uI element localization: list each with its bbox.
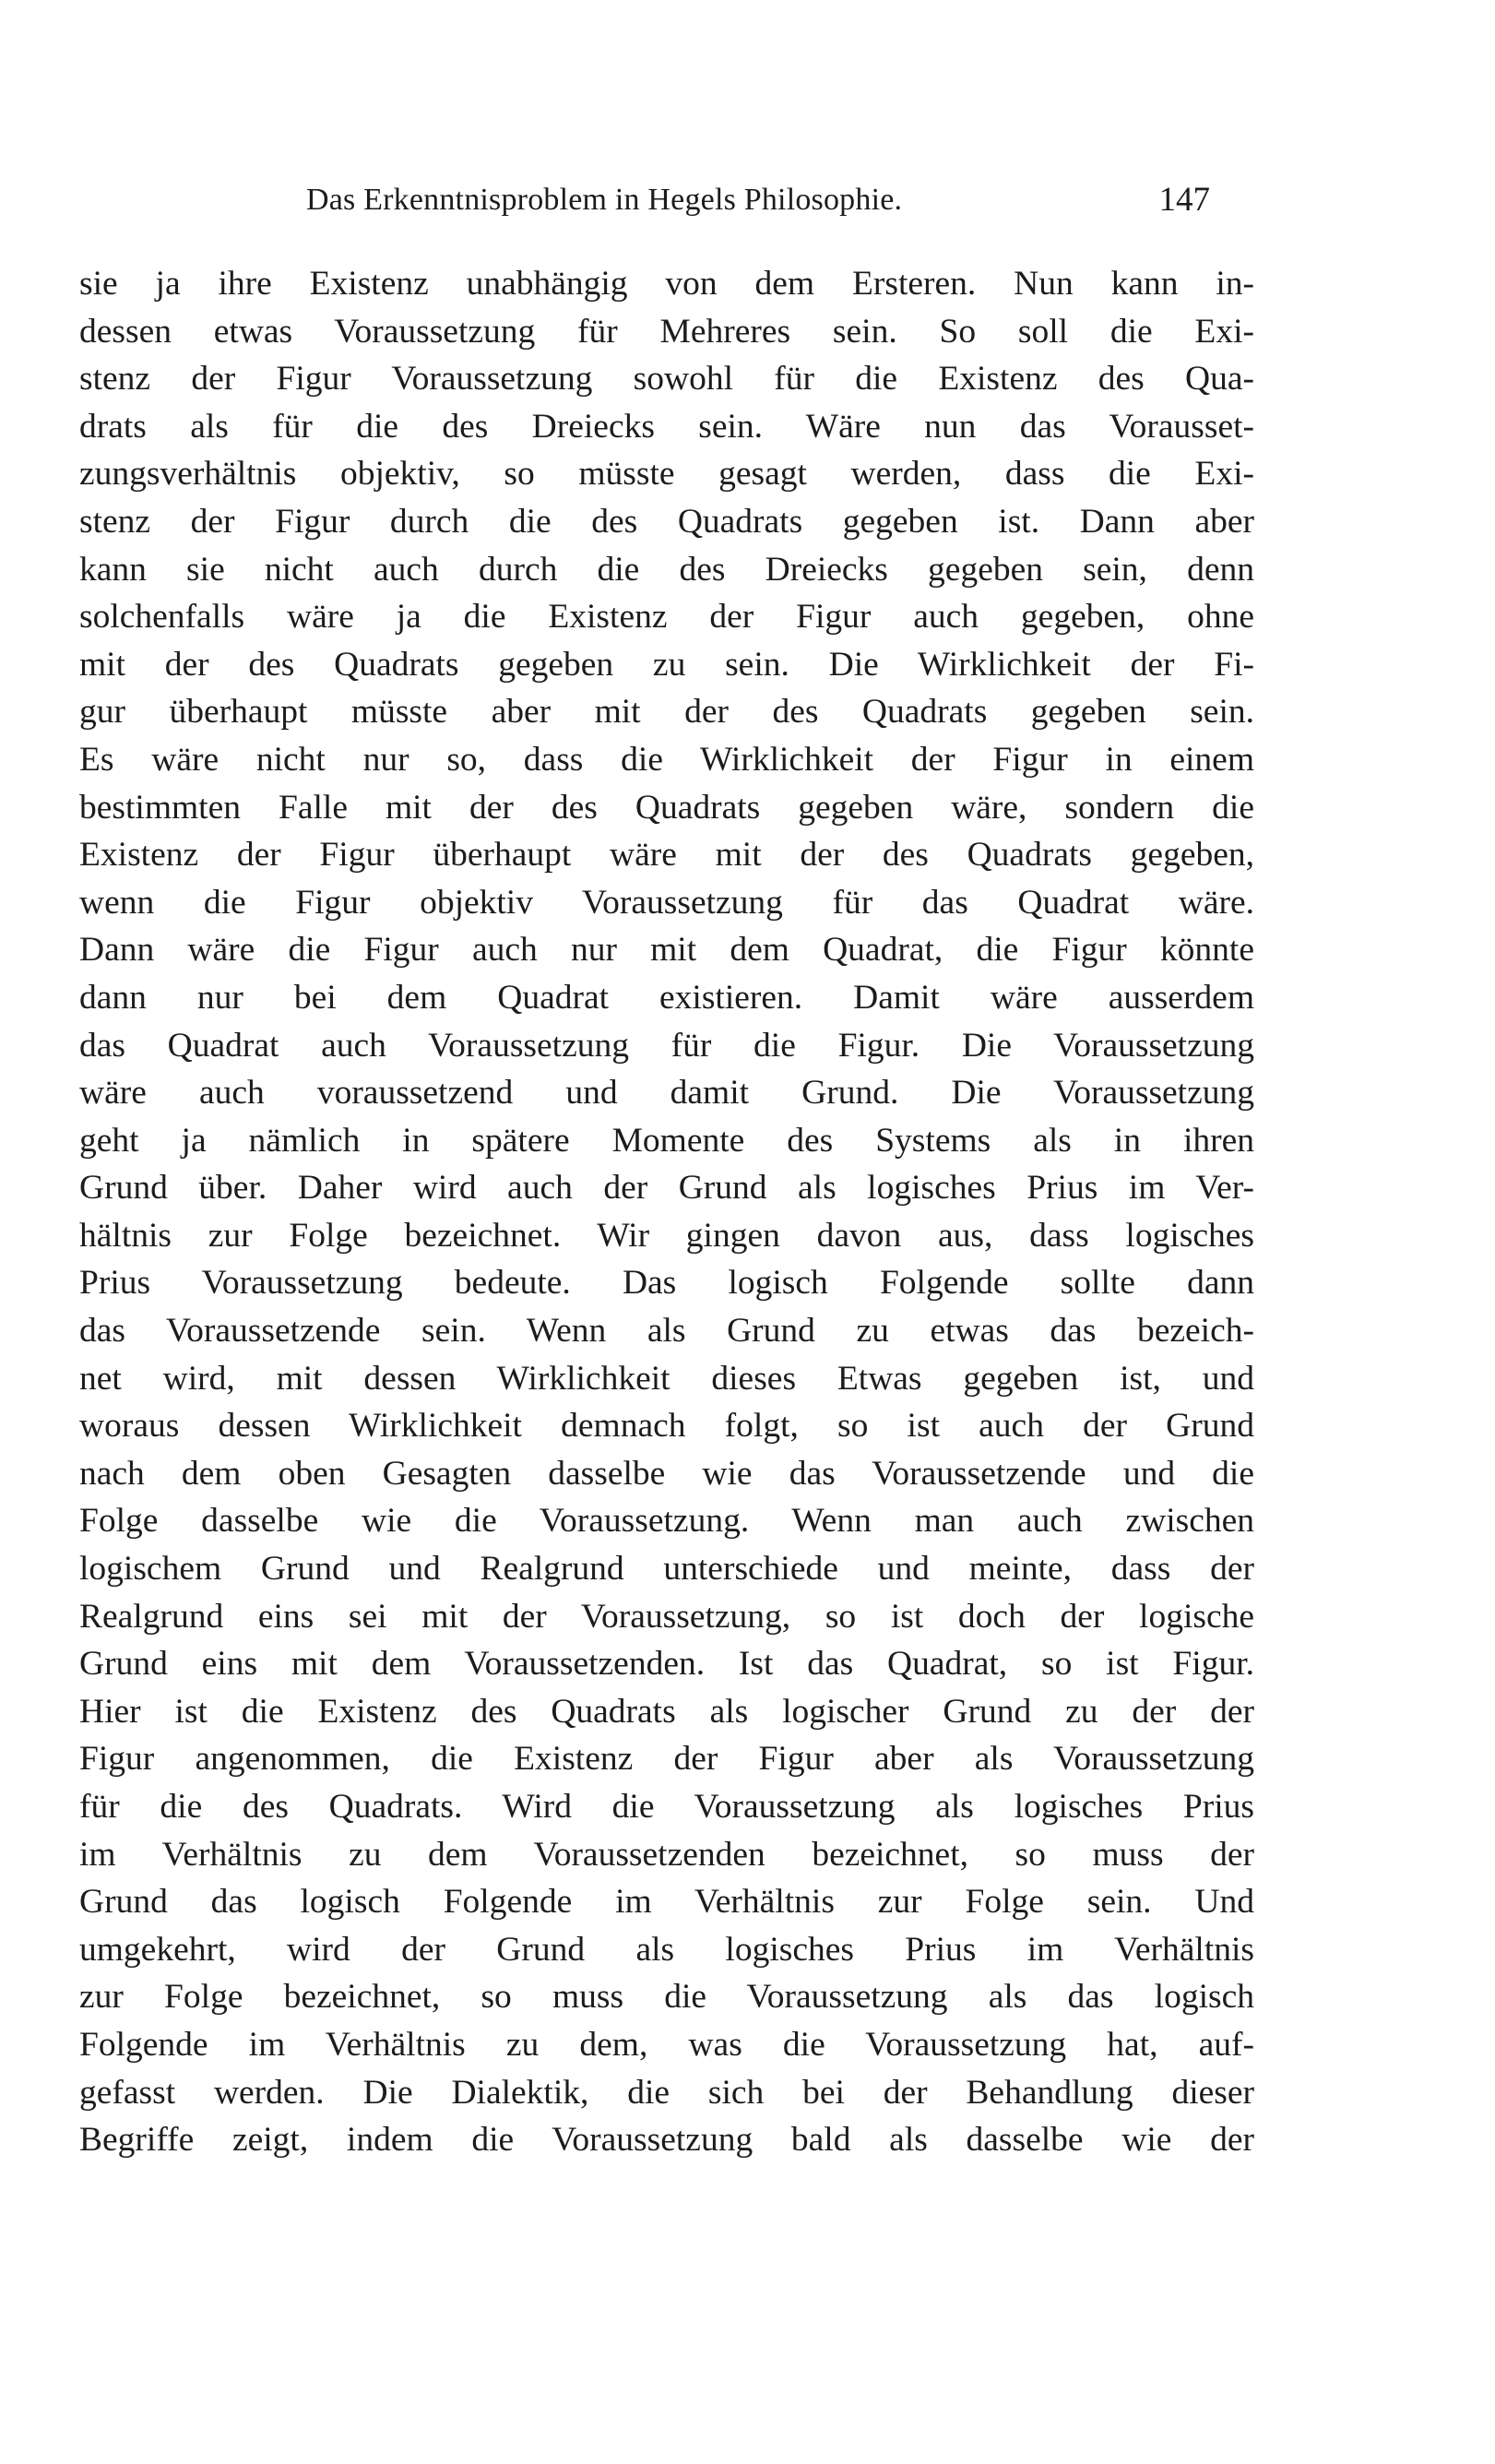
text-line: für die des Quadrats. Wird die Voraussetzung als logisches Prius — [79, 1788, 1254, 1826]
text-line: das Quadrat auch Voraussetzung für die Figur. Die Voraussetzung — [79, 1026, 1254, 1065]
text-line: wäre auch voraussetzend und damit Grund. Die Voraussetzung — [79, 1074, 1254, 1113]
text-line: geht ja nämlich in spätere Momente des Systems als in ihren — [79, 1121, 1254, 1160]
body-text — [79, 260, 1254, 2164]
text-line: drats als für die des Dreiecks sein. Wäre nun das Vorausset- — [79, 407, 1254, 446]
text-line: Grund das logisch Folgende im Verhältnis zur Folge sein. Und — [79, 1883, 1254, 1922]
text-line: Folgende im Verhältnis zu dem, was die Voraussetzung hat, auf- — [79, 2025, 1254, 2064]
text-line: Realgrund eins sei mit der Voraussetzung, so ist doch der logische — [79, 1597, 1254, 1636]
text-line: sie ja ihre Existenz unabhängig von dem Ersteren. Nun kann in- — [79, 265, 1254, 303]
text-line: stenz der Figur durch die des Quadrats gegeben ist. Dann aber — [79, 502, 1254, 541]
text-line: mit der des Quadrats gegeben zu sein. Die Wirklichkeit der Fi- — [79, 645, 1254, 684]
text-line: dann nur bei dem Quadrat existieren. Damit wäre ausserdem — [79, 978, 1254, 1017]
text-line: solchenfalls wäre ja die Existenz der Figur auch gegeben, ohne — [79, 598, 1254, 637]
text-line: hältnis zur Folge bezeichnet. Wir gingen davon aus, dass logisches — [79, 1216, 1254, 1255]
text-line: Begriffe zeigt, indem die Voraussetzung bald als dasselbe wie der — [79, 2121, 1254, 2160]
text-line: im Verhältnis zu dem Voraussetzenden bezeichnet, so muss der — [79, 1835, 1254, 1874]
text-line: logischem Grund und Realgrund unterschiede und meinte, dass der — [79, 1550, 1254, 1589]
text-line: woraus dessen Wirklichkeit demnach folgt, so ist auch der Grund — [79, 1407, 1254, 1446]
text-line: Figur angenommen, die Existenz der Figur aber als Voraussetzung — [79, 1740, 1254, 1779]
text-line: zur Folge bezeichnet, so muss die Voraussetzung als das logisch — [79, 1978, 1254, 2017]
text-line: gur überhaupt müsste aber mit der des Quadrats gegeben sein. — [79, 693, 1254, 732]
text-line: bestimmten Falle mit der des Quadrats gegeben wäre, sondern die — [79, 788, 1254, 827]
page-number: 147 — [1158, 181, 1210, 219]
text-line: das Voraussetzende sein. Wenn als Grund zu etwas das bezeich- — [79, 1312, 1254, 1351]
text-line: Es wäre nicht nur so, dass die Wirklichkeit der Figur in einem — [79, 740, 1254, 779]
text-line: nach dem oben Gesagten dasselbe wie das Voraussetzende und die — [79, 1454, 1254, 1493]
text-line: dessen etwas Voraussetzung für Mehreres sein. So soll die Exi- — [79, 312, 1254, 351]
text-line: zungsverhältnis objektiv, so müsste gesagt werden, dass die Exi- — [79, 455, 1254, 494]
running-title: Das Erkenntnisproblem in Hegels Philosophie. — [306, 183, 903, 217]
text-line: Prius Voraussetzung bedeute. Das logisch Folgende sollte dann — [79, 1264, 1254, 1303]
running-head — [306, 175, 1210, 225]
text-line: umgekehrt, wird der Grund als logisches Prius im Verhältnis — [79, 1930, 1254, 1969]
text-line: Grund eins mit dem Voraussetzenden. Ist das Quadrat, so ist Figur. — [79, 1645, 1254, 1684]
text-line: Grund über. Daher wird auch der Grund als logisches Prius im Ver- — [79, 1169, 1254, 1208]
text-line: gefasst werden. Die Dialektik, die sich bei der Behandlung dieser — [79, 2073, 1254, 2112]
text-line: net wird, mit dessen Wirklichkeit dieses Etwas gegeben ist, und — [79, 1359, 1254, 1398]
text-line: Folge dasselbe wie die Voraussetzung. Wenn man auch zwischen — [79, 1502, 1254, 1541]
text-line: kann sie nicht auch durch die des Dreiecks gegeben sein, denn — [79, 550, 1254, 589]
text-line: Dann wäre die Figur auch nur mit dem Quadrat, die Figur könnte — [79, 931, 1254, 970]
text-line: wenn die Figur objektiv Voraussetzung für das Quadrat wäre. — [79, 883, 1254, 922]
text-line: stenz der Figur Voraussetzung sowohl für die Existenz des Qua- — [79, 360, 1254, 399]
text-line: Hier ist die Existenz des Quadrats als logischer Grund zu der der — [79, 1692, 1254, 1731]
text-line: Existenz der Figur überhaupt wäre mit der des Quadrats gegeben, — [79, 836, 1254, 875]
